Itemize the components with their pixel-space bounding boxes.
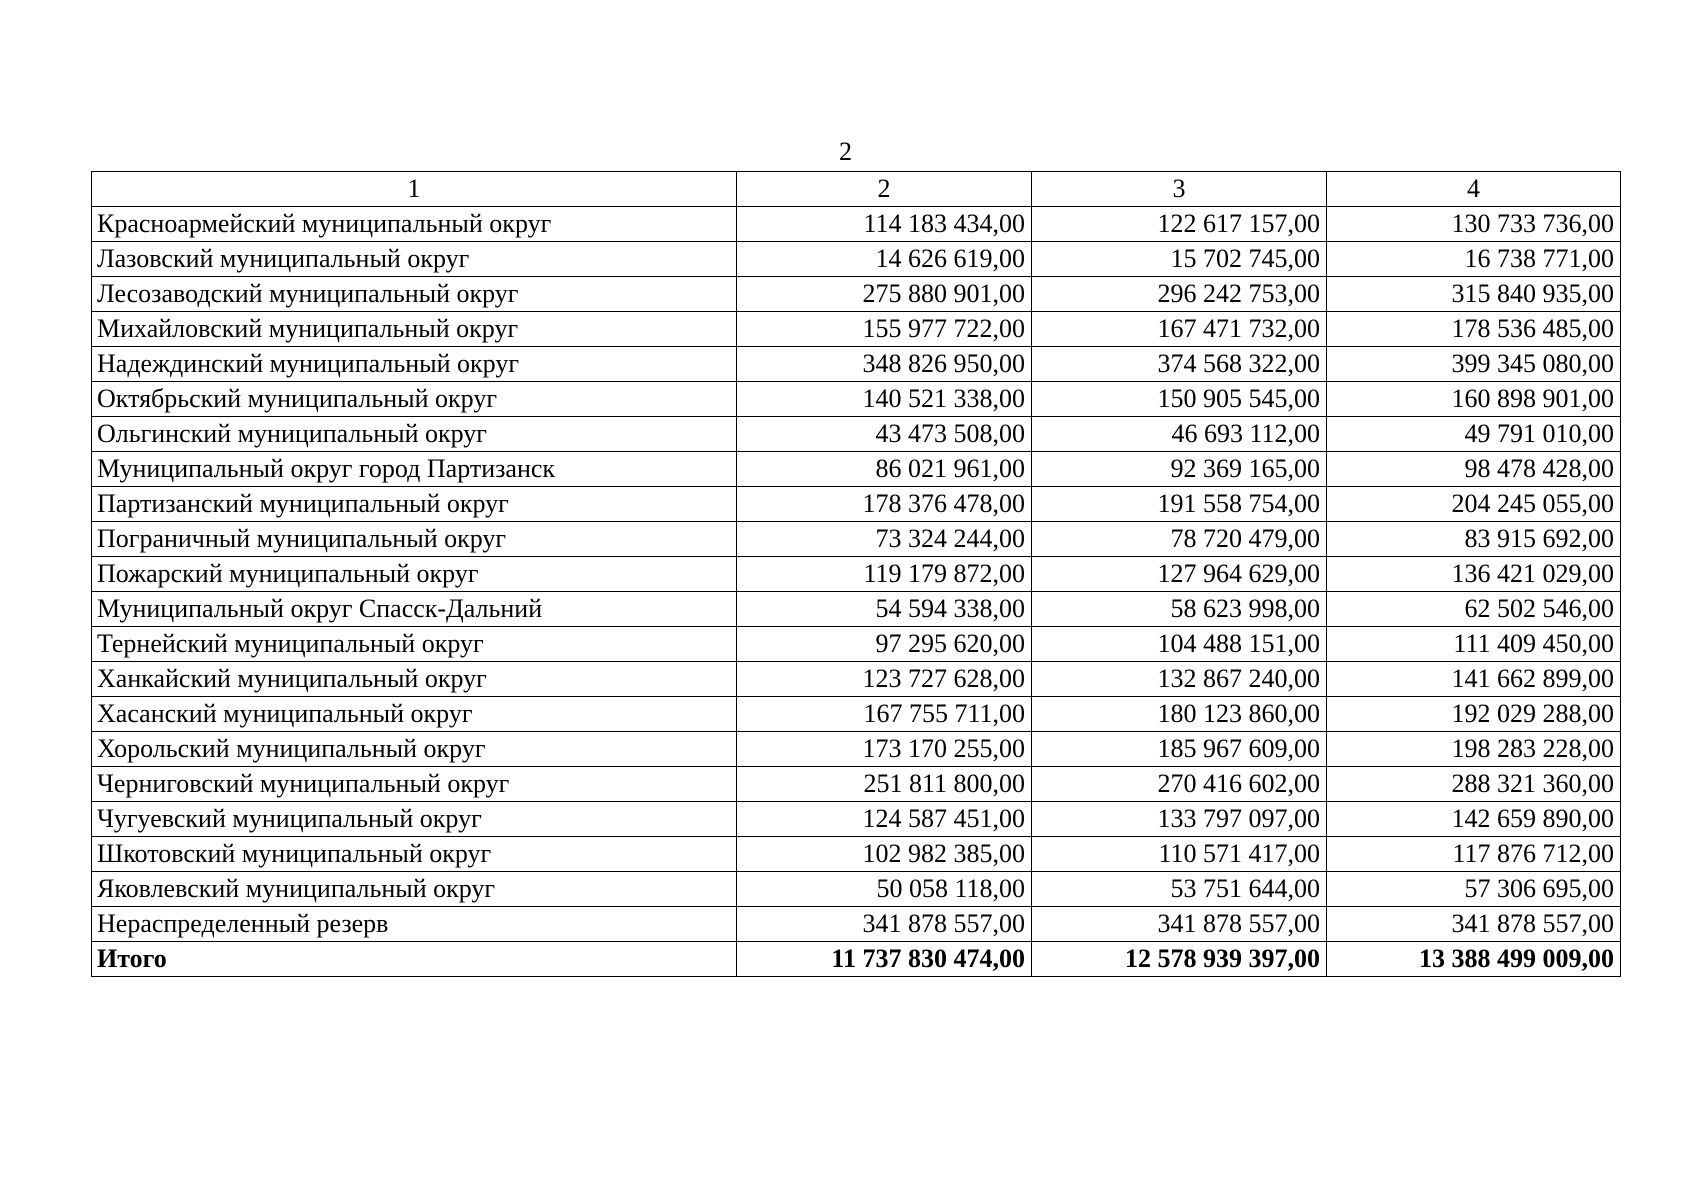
amount-col-3-cell: 167 471 732,00: [1032, 312, 1327, 347]
amount-col-4-cell: 192 029 288,00: [1327, 697, 1621, 732]
amount-col-3-cell: 132 867 240,00: [1032, 662, 1327, 697]
amount-col-3-cell: 133 797 097,00: [1032, 802, 1327, 837]
district-name-cell: Чугуевский муниципальный округ: [92, 802, 737, 837]
total-label-cell: Итого: [92, 942, 737, 977]
amount-col-2-cell: 178 376 478,00: [737, 487, 1032, 522]
amount-col-3-cell: 185 967 609,00: [1032, 732, 1327, 767]
district-name-cell: Муниципальный округ Спасск-Дальний: [92, 592, 737, 627]
amount-col-2-cell: 43 473 508,00: [737, 417, 1032, 452]
amount-col-4-cell: 49 791 010,00: [1327, 417, 1621, 452]
district-name-cell: Ханкайский муниципальный округ: [92, 662, 737, 697]
amount-col-3-cell: 341 878 557,00: [1032, 907, 1327, 942]
amount-col-3-cell: 58 623 998,00: [1032, 592, 1327, 627]
amount-col-4-cell: 198 283 228,00: [1327, 732, 1621, 767]
district-name-cell: Муниципальный округ город Партизанск: [92, 452, 737, 487]
amount-col-4-cell: 136 421 029,00: [1327, 557, 1621, 592]
district-name-cell: Михайловский муниципальный округ: [92, 312, 737, 347]
total-col-3-cell: 12 578 939 397,00: [1032, 942, 1327, 977]
budget-table: [91, 171, 1621, 977]
table-row: [92, 837, 1621, 872]
district-name-cell: Лесозаводский муниципальный округ: [92, 277, 737, 312]
amount-col-2-cell: 50 058 118,00: [737, 872, 1032, 907]
table-row: [92, 662, 1621, 697]
amount-col-2-cell: 173 170 255,00: [737, 732, 1032, 767]
amount-col-3-cell: 104 488 151,00: [1032, 627, 1327, 662]
amount-col-3-cell: 150 905 545,00: [1032, 382, 1327, 417]
amount-col-2-cell: 114 183 434,00: [737, 207, 1032, 242]
table-row: [92, 732, 1621, 767]
table-row: [92, 627, 1621, 662]
amount-col-3-cell: 270 416 602,00: [1032, 767, 1327, 802]
amount-col-4-cell: 83 915 692,00: [1327, 522, 1621, 557]
total-row: [92, 942, 1621, 977]
amount-col-4-cell: 57 306 695,00: [1327, 872, 1621, 907]
amount-col-2-cell: 119 179 872,00: [737, 557, 1032, 592]
table-row: [92, 697, 1621, 732]
district-name-cell: Надеждинский муниципальный округ: [92, 347, 737, 382]
district-name-cell: Хасанский муниципальный округ: [92, 697, 737, 732]
table-row: [92, 487, 1621, 522]
table-row: [92, 907, 1621, 942]
amount-col-3-cell: 46 693 112,00: [1032, 417, 1327, 452]
amount-col-2-cell: 348 826 950,00: [737, 347, 1032, 382]
amount-col-3-cell: 92 369 165,00: [1032, 452, 1327, 487]
district-name-cell: Пожарский муниципальный округ: [92, 557, 737, 592]
table-row: [92, 592, 1621, 627]
total-col-4-cell: 13 388 499 009,00: [1327, 942, 1621, 977]
amount-col-3-cell: 127 964 629,00: [1032, 557, 1327, 592]
amount-col-3-cell: 191 558 754,00: [1032, 487, 1327, 522]
amount-col-2-cell: 102 982 385,00: [737, 837, 1032, 872]
district-name-cell: Ольгинский муниципальный округ: [92, 417, 737, 452]
amount-col-4-cell: 178 536 485,00: [1327, 312, 1621, 347]
amount-col-2-cell: 140 521 338,00: [737, 382, 1032, 417]
amount-col-3-cell: 180 123 860,00: [1032, 697, 1327, 732]
district-name-cell: Тернейский муниципальный округ: [92, 627, 737, 662]
amount-col-4-cell: 111 409 450,00: [1327, 627, 1621, 662]
amount-col-4-cell: 288 321 360,00: [1327, 767, 1621, 802]
amount-col-2-cell: 155 977 722,00: [737, 312, 1032, 347]
amount-col-2-cell: 123 727 628,00: [737, 662, 1032, 697]
district-name-cell: Пограничный муниципальный округ: [92, 522, 737, 557]
amount-col-3-cell: 53 751 644,00: [1032, 872, 1327, 907]
district-name-cell: Черниговский муниципальный округ: [92, 767, 737, 802]
amount-col-3-cell: 122 617 157,00: [1032, 207, 1327, 242]
table-row: [92, 382, 1621, 417]
table-row: [92, 347, 1621, 382]
district-name-cell: Лазовский муниципальный округ: [92, 242, 737, 277]
column-header-2: 2: [737, 172, 1032, 207]
table-row: [92, 312, 1621, 347]
district-name-cell: Красноармейский муниципальный округ: [92, 207, 737, 242]
amount-col-2-cell: 54 594 338,00: [737, 592, 1032, 627]
amount-col-4-cell: 315 840 935,00: [1327, 277, 1621, 312]
table-row: [92, 802, 1621, 837]
amount-col-4-cell: 62 502 546,00: [1327, 592, 1621, 627]
table-row: [92, 452, 1621, 487]
table-row: [92, 417, 1621, 452]
table-body: [92, 207, 1621, 977]
amount-col-4-cell: 142 659 890,00: [1327, 802, 1621, 837]
amount-col-4-cell: 160 898 901,00: [1327, 382, 1621, 417]
amount-col-4-cell: 141 662 899,00: [1327, 662, 1621, 697]
amount-col-2-cell: 275 880 901,00: [737, 277, 1032, 312]
amount-col-3-cell: 374 568 322,00: [1032, 347, 1327, 382]
amount-col-4-cell: 341 878 557,00: [1327, 907, 1621, 942]
district-name-cell: Нераспределенный резерв: [92, 907, 737, 942]
amount-col-3-cell: 110 571 417,00: [1032, 837, 1327, 872]
amount-col-2-cell: 86 021 961,00: [737, 452, 1032, 487]
amount-col-4-cell: 204 245 055,00: [1327, 487, 1621, 522]
district-name-cell: Хорольский муниципальный округ: [92, 732, 737, 767]
amount-col-4-cell: 130 733 736,00: [1327, 207, 1621, 242]
table-row: [92, 277, 1621, 312]
page-number: 2: [839, 137, 852, 166]
amount-col-2-cell: 73 324 244,00: [737, 522, 1032, 557]
amount-col-2-cell: 124 587 451,00: [737, 802, 1032, 837]
amount-col-2-cell: 167 755 711,00: [737, 697, 1032, 732]
amount-col-2-cell: 251 811 800,00: [737, 767, 1032, 802]
amount-col-2-cell: 97 295 620,00: [737, 627, 1032, 662]
table-row: [92, 767, 1621, 802]
amount-col-2-cell: 14 626 619,00: [737, 242, 1032, 277]
district-name-cell: Партизанский муниципальный округ: [92, 487, 737, 522]
amount-col-4-cell: 399 345 080,00: [1327, 347, 1621, 382]
district-name-cell: Октябрьский муниципальный округ: [92, 382, 737, 417]
table-row: [92, 522, 1621, 557]
column-header-4: 4: [1327, 172, 1621, 207]
column-header-1: 1: [92, 172, 737, 207]
amount-col-2-cell: 341 878 557,00: [737, 907, 1032, 942]
amount-col-4-cell: 117 876 712,00: [1327, 837, 1621, 872]
amount-col-3-cell: 296 242 753,00: [1032, 277, 1327, 312]
table-row: [92, 872, 1621, 907]
table-row: [92, 242, 1621, 277]
table-row: [92, 557, 1621, 592]
table-row: [92, 207, 1621, 242]
district-name-cell: Яковлевский муниципальный округ: [92, 872, 737, 907]
amount-col-4-cell: 16 738 771,00: [1327, 242, 1621, 277]
column-header-3: 3: [1032, 172, 1327, 207]
amount-col-3-cell: 78 720 479,00: [1032, 522, 1327, 557]
table-header-row: [92, 172, 1621, 207]
amount-col-3-cell: 15 702 745,00: [1032, 242, 1327, 277]
district-name-cell: Шкотовский муниципальный округ: [92, 837, 737, 872]
amount-col-4-cell: 98 478 428,00: [1327, 452, 1621, 487]
total-col-2-cell: 11 737 830 474,00: [737, 942, 1032, 977]
